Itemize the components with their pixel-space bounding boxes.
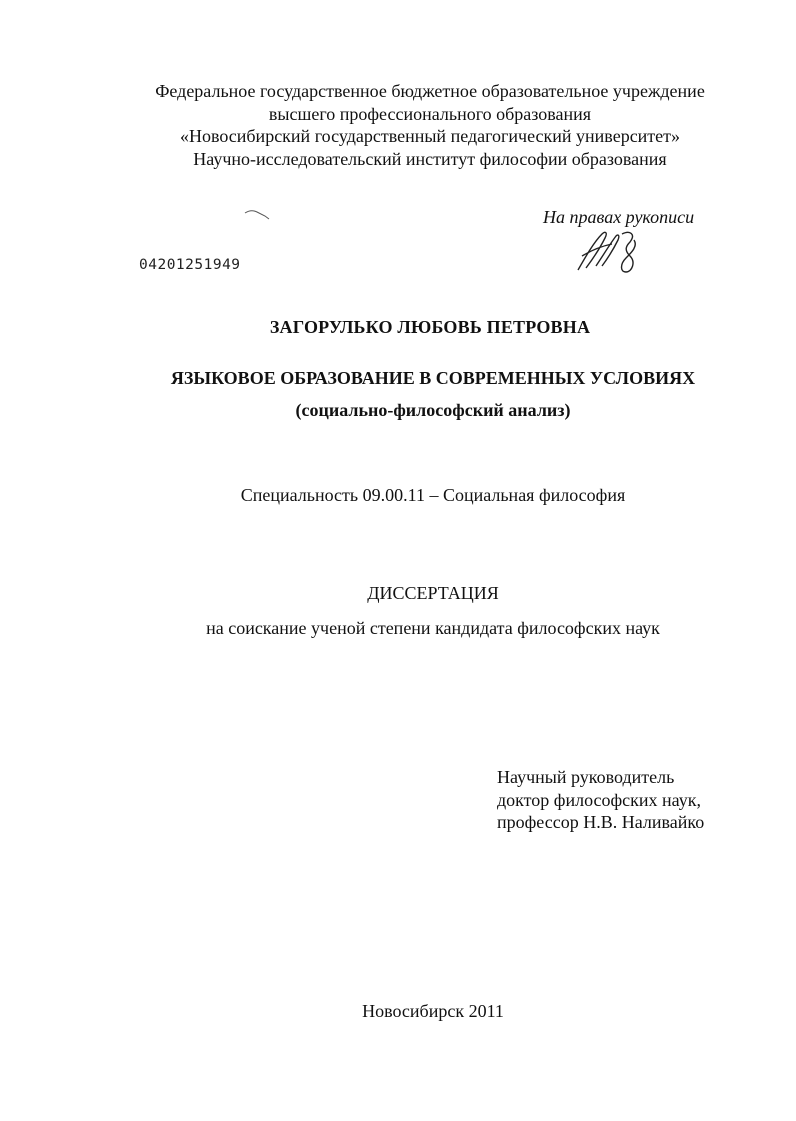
degree-description: на соискание ученой степени кандидата философских наук xyxy=(206,618,660,638)
dissertation-title: ЯЗЫКОВОЕ ОБРАЗОВАНИЕ В СОВРЕМЕННЫХ УСЛОВИЯХ xyxy=(170,368,696,388)
city-year: Новосибирск 2011 xyxy=(362,1001,504,1021)
author-name: ЗАГОРУЛЬКО ЛЮБОВЬ ПЕТРОВНА xyxy=(269,317,591,337)
scan-mark-icon xyxy=(243,208,273,222)
supervisor-line-1: Научный руководитель xyxy=(497,767,675,787)
document-type: ДИССЕРТАЦИЯ xyxy=(367,583,499,603)
catalog-number: 04201251949 xyxy=(139,257,241,273)
manuscript-rights-note: На правах рукописи xyxy=(543,207,695,227)
signature-icon xyxy=(572,226,652,276)
dissertation-subtitle: (социально-философский анализ) xyxy=(295,400,571,420)
institution-line-4: Научно-исследовательский институт философии образования xyxy=(193,148,667,169)
supervisor-line-2: доктор философских наук, xyxy=(497,789,701,810)
institution-line-2: высшего профессионального образования xyxy=(268,103,592,124)
institution-header xyxy=(130,80,730,170)
institution-line-1: Федеральное государственное бюджетное образовательное учреждение xyxy=(155,81,705,101)
institution-line-3: «Новосибирский государственный педагогический университет» xyxy=(179,126,681,146)
supervisor-block xyxy=(497,766,704,834)
specialty: Специальность 09.00.11 – Социальная философия xyxy=(240,485,626,505)
supervisor-line-3: профессор Н.В. Наливайко xyxy=(497,812,705,832)
